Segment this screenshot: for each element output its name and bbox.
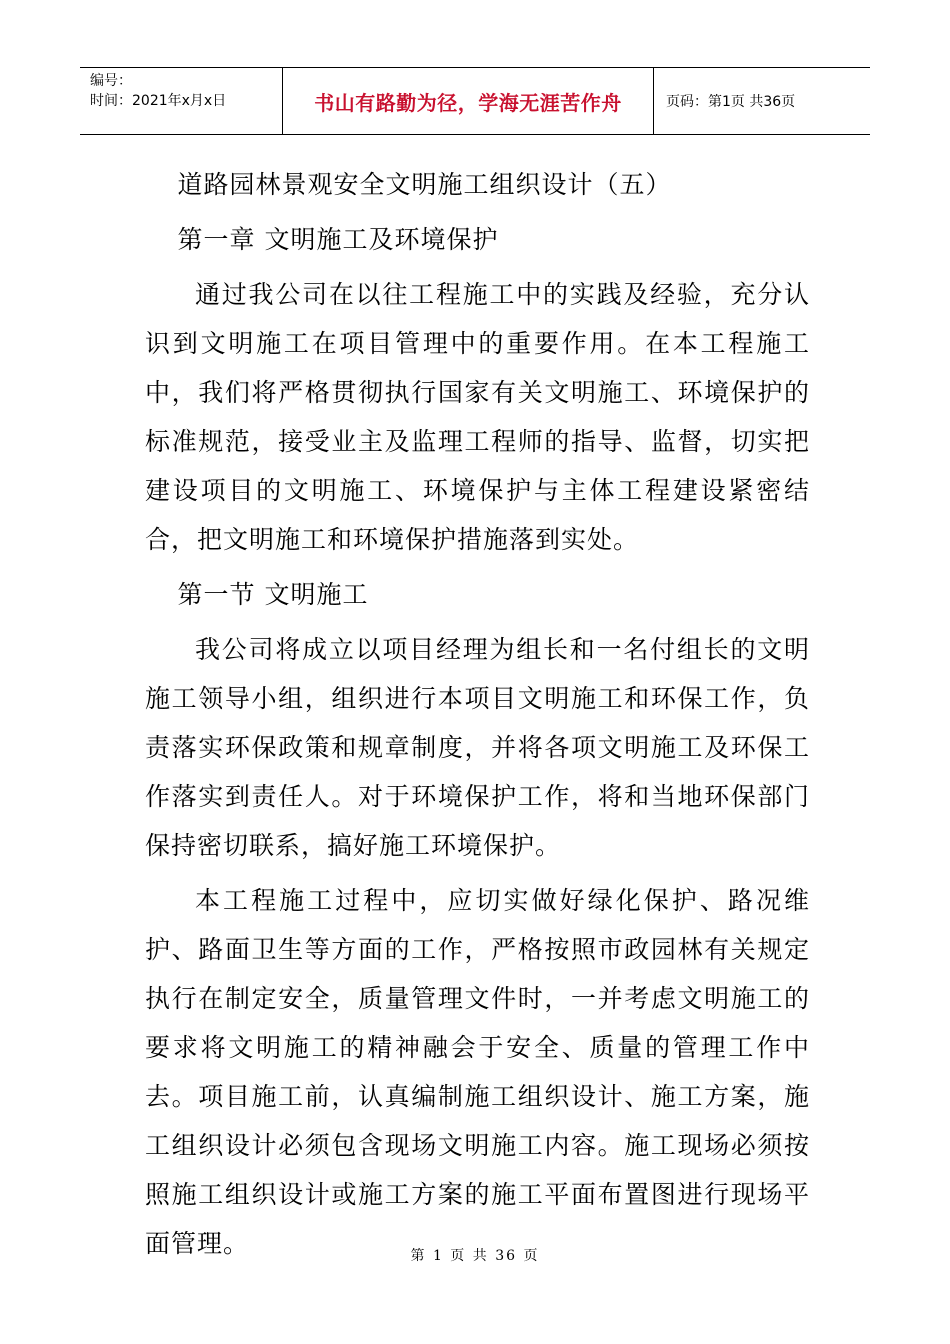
document-date-label: 时间：2021年x月x日 — [90, 93, 227, 109]
document-number-label: 编号： — [90, 73, 132, 89]
paragraph-2: 我公司将成立以项目经理为组长和一名付组长的文明施工领导小组，组织进行本项目文明施工和环保工作，负责落实环保政策和规章制度，并将各项文明施工及环保工作落实到责任人。对于环境保护工作，将和当地环保部门保持密切联系，搞好施工环境保护。 — [145, 635, 810, 860]
header-meta — [80, 68, 282, 134]
header-motto: 书山有路勤为径，学海无涯苦作舟 — [282, 68, 654, 134]
page-footer: 第 1 页 共 36 页 — [410, 1248, 540, 1264]
section-heading: 第一节 文明施工 — [177, 580, 369, 609]
paragraph-3: 本工程施工过程中，应切实做好绿化保护、路况维护、路面卫生等方面的工作，严格按照市政园林有关规定执行在制定安全，质量管理文件时，一并考虑文明施工的要求将文明施工的精神融会于安全、质量的管理工作中去。项目施工前，认真编制施工组织设计、施工方案，施工组织设计必须包含现场文明施工内容。施工现场必须按照施工组织设计或施工方案的施工平面布置图进行现场平面管理。 — [145, 886, 810, 1258]
header-page-info: 页码：第1页 共36页 — [666, 94, 796, 110]
chapter-heading: 第一章 文明施工及环境保护 — [177, 225, 499, 254]
document-title: 道路园林景观安全文明施工组织设计（五） — [177, 170, 672, 199]
document-body — [145, 160, 810, 1274]
page-header — [80, 67, 870, 135]
paragraph-1: 通过我公司在以往工程施工中的实践及经验，充分认识到文明施工在项目管理中的重要作用。在本工程施工中，我们将严格贯彻执行国家有关文明施工、环境保护的标准规范，接受业主及监理工程师的指导、监督，切实把建设项目的文明施工、环境保护与主体工程建设紧密结合，把文明施工和环境保护措施落到实处。 — [145, 280, 810, 554]
